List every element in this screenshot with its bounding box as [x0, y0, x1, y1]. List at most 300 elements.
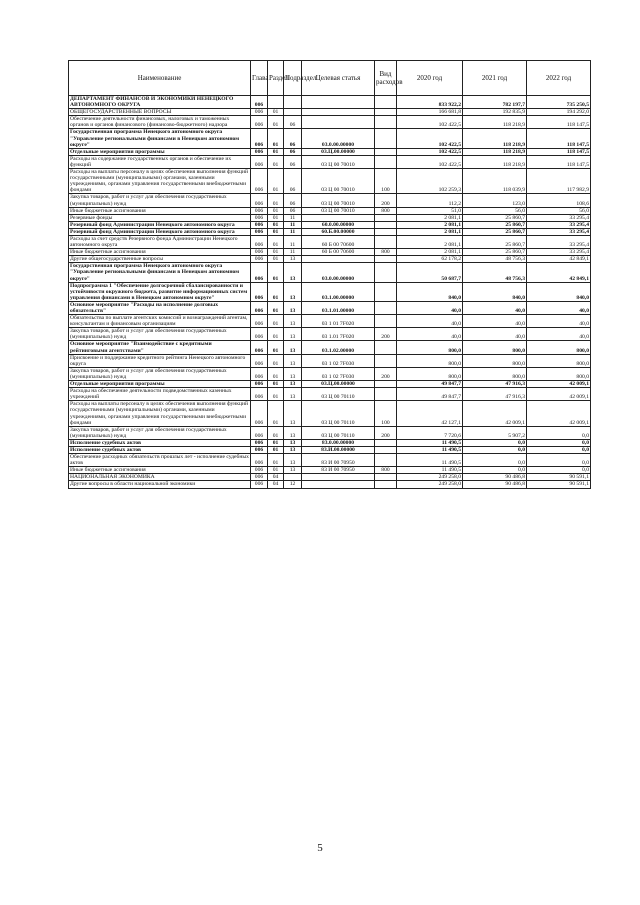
cell-2022: 33 295,4 [527, 235, 591, 248]
cell-razdel: 01 [268, 148, 284, 155]
cell-2021: 0,0 [463, 439, 527, 446]
table-row [69, 439, 591, 446]
cell-name: Резервные фонды [69, 214, 251, 221]
table-row [69, 341, 591, 354]
table-row [69, 169, 591, 194]
cell-glav: 006 [251, 446, 268, 453]
cell-glav: 006 [251, 315, 268, 328]
cell-name: Другие общегосударственные вопросы [69, 256, 251, 263]
cell-vid: 200 [375, 426, 397, 439]
cell-2022: 0,0 [527, 454, 591, 467]
cell-2021: 56,0 [463, 207, 527, 214]
table-row [69, 221, 591, 228]
cell-2021: 47 916,3 [463, 381, 527, 388]
cell-2022: 40,0 [527, 315, 591, 328]
cell-vid [375, 256, 397, 263]
cell-vid [375, 446, 397, 453]
cell-2021: 0,0 [463, 446, 527, 453]
cell-name: Обязательства по выплате агентских комиссий и вознаграждений агентам, консультантам и финансовым организациям [69, 315, 251, 328]
cell-vid: 200 [375, 367, 397, 380]
cell-vid [375, 221, 397, 228]
cell-2021: 800,0 [463, 354, 527, 367]
cell-2020: 2 081,1 [397, 228, 463, 235]
cell-2021: 0,0 [463, 454, 527, 467]
cell-2021: 42 009,1 [463, 401, 527, 426]
table-row [69, 228, 591, 235]
cell-2022: 0,0 [527, 426, 591, 439]
cell-razdel: 01 [268, 439, 284, 446]
cell-name: Основное мероприятие "Расходы на исполнение долговых обязательств" [69, 301, 251, 314]
page-number: 5 [317, 842, 323, 854]
cell-vid: 200 [375, 194, 397, 207]
cell-name: Резервный фонд Администрации Ненецкого автономного округа [69, 221, 251, 228]
cell-vid [375, 474, 397, 481]
cell-target: 83 И 00 70950 [302, 454, 375, 467]
cell-target: 03.Ц.00.00000 [302, 148, 375, 155]
cell-2022: 42 849,1 [527, 256, 591, 263]
cell-2021: 800,0 [463, 367, 527, 380]
cell-2021: 118 218,9 [463, 129, 527, 148]
cell-vid [375, 96, 397, 109]
cell-2022: 118 147,5 [527, 116, 591, 129]
cell-vid: 200 [375, 328, 397, 341]
table-row [69, 256, 591, 263]
cell-podrazdel: 13 [284, 263, 302, 282]
cell-glav: 006 [251, 155, 268, 168]
cell-2021: 782 197,7 [463, 96, 527, 109]
cell-2020: 249 258,0 [397, 481, 463, 488]
cell-target: 60.0.00.00000 [302, 221, 375, 228]
cell-glav: 006 [251, 341, 268, 354]
col-header-vid: Вид расходов [375, 61, 397, 96]
table-row [69, 116, 591, 129]
cell-glav: 006 [251, 221, 268, 228]
cell-podrazdel: 13 [284, 256, 302, 263]
cell-razdel: 01 [268, 129, 284, 148]
cell-target [302, 214, 375, 221]
col-header-name: Наименование [69, 61, 251, 96]
cell-2022: 118 147,5 [527, 155, 591, 168]
cell-podrazdel: 11 [284, 249, 302, 256]
cell-vid [375, 341, 397, 354]
table-row [69, 381, 591, 388]
table-row [69, 315, 591, 328]
cell-podrazdel: 12 [284, 481, 302, 488]
cell-2022: 0,0 [527, 467, 591, 474]
table-row [69, 282, 591, 301]
cell-vid [375, 116, 397, 129]
cell-podrazdel: 06 [284, 207, 302, 214]
cell-name: ОБЩЕГОСУДАРСТВЕННЫЕ ВОПРОСЫ [69, 109, 251, 116]
cell-target [302, 256, 375, 263]
cell-glav: 006 [251, 354, 268, 367]
cell-2021: 192 835,9 [463, 109, 527, 116]
cell-glav: 006 [251, 467, 268, 474]
table-row [69, 194, 591, 207]
cell-name: Другие вопросы в области национальной экономики [69, 481, 251, 488]
cell-2022: 118 147,5 [527, 148, 591, 155]
cell-razdel: 01 [268, 249, 284, 256]
cell-target: 03 Ц 00 70010 [302, 207, 375, 214]
cell-2021: 48 756,3 [463, 256, 527, 263]
cell-glav: 006 [251, 129, 268, 148]
cell-2021: 118 039,9 [463, 169, 527, 194]
cell-podrazdel: 13 [284, 401, 302, 426]
cell-razdel: 01 [268, 214, 284, 221]
cell-vid: 100 [375, 401, 397, 426]
table-row [69, 454, 591, 467]
table-row [69, 426, 591, 439]
cell-2022: 42 849,1 [527, 263, 591, 282]
cell-glav: 006 [251, 388, 268, 401]
cell-target: 03 1.01 7F020 [302, 328, 375, 341]
cell-2022: 90 591,1 [527, 474, 591, 481]
cell-razdel: 01 [268, 207, 284, 214]
cell-podrazdel: 13 [284, 354, 302, 367]
table-row [69, 328, 591, 341]
cell-2020: 40,0 [397, 328, 463, 341]
cell-target [302, 481, 375, 488]
cell-name: Закупка товаров, работ и услуг для обеспечения государственных (муниципальных) нужд [69, 194, 251, 207]
cell-2020: 62 178,2 [397, 256, 463, 263]
cell-podrazdel: 06 [284, 116, 302, 129]
cell-vid [375, 282, 397, 301]
cell-name: Исполнение судебных актов [69, 439, 251, 446]
cell-target: 03.0.00.00000 [302, 129, 375, 148]
cell-2022: 33 295,4 [527, 228, 591, 235]
table-row [69, 235, 591, 248]
cell-vid [375, 301, 397, 314]
cell-2021: 25 860,7 [463, 228, 527, 235]
cell-podrazdel: 11 [284, 235, 302, 248]
cell-2022: 194 292,0 [527, 109, 591, 116]
cell-glav: 006 [251, 367, 268, 380]
table-row [69, 129, 591, 148]
cell-name: Расходы на выплаты персоналу в целях обеспечения выполнения функций государственными (муниципальными) органами, казенными учреждениями, органами управления государственными внебюджетными фондами [69, 401, 251, 426]
cell-2020: 2 081,1 [397, 214, 463, 221]
cell-2021: 25 860,7 [463, 214, 527, 221]
cell-vid [375, 228, 397, 235]
cell-2022: 33 295,4 [527, 221, 591, 228]
cell-target: 60 Б 00 70600 [302, 235, 375, 248]
cell-2020: 49 847,7 [397, 388, 463, 401]
cell-2020: 7 720,6 [397, 426, 463, 439]
cell-2022: 117 982,9 [527, 169, 591, 194]
cell-2022: 42 009,1 [527, 381, 591, 388]
cell-target: 03 Ц 00 70010 [302, 155, 375, 168]
cell-podrazdel: 06 [284, 194, 302, 207]
cell-glav: 006 [251, 328, 268, 341]
budget-table-sheet [68, 60, 590, 489]
cell-2020: 112,2 [397, 194, 463, 207]
cell-2022: 0,0 [527, 446, 591, 453]
cell-vid [375, 381, 397, 388]
cell-razdel: 01 [268, 381, 284, 388]
cell-target: 03.0.00.00000 [302, 263, 375, 282]
table-row [69, 467, 591, 474]
cell-2021: 90 486,8 [463, 474, 527, 481]
cell-2022: 33 295,4 [527, 214, 591, 221]
cell-2020: 840,0 [397, 282, 463, 301]
cell-razdel: 01 [268, 446, 284, 453]
cell-vid [375, 155, 397, 168]
table-row [69, 214, 591, 221]
col-header-razdel: Раздел [268, 61, 284, 96]
col-header-podrazdel: Подраздел [284, 61, 302, 96]
table-row [69, 155, 591, 168]
cell-podrazdel: 13 [284, 446, 302, 453]
cell-razdel: 01 [268, 194, 284, 207]
table-row [69, 367, 591, 380]
cell-2020: 800,0 [397, 367, 463, 380]
cell-podrazdel: 13 [284, 426, 302, 439]
cell-glav: 006 [251, 282, 268, 301]
cell-podrazdel [284, 474, 302, 481]
cell-target: 03 Ц 00 70110 [302, 388, 375, 401]
cell-2022: 800,0 [527, 341, 591, 354]
cell-2020: 51,0 [397, 207, 463, 214]
cell-target [302, 96, 375, 109]
cell-glav: 006 [251, 235, 268, 248]
cell-glav: 006 [251, 481, 268, 488]
cell-2020: 11 490,5 [397, 446, 463, 453]
cell-2022: 108,6 [527, 194, 591, 207]
cell-name: Иные бюджетные ассигнования [69, 249, 251, 256]
cell-2021: 118 218,9 [463, 116, 527, 129]
col-header-2021: 2021 год [463, 61, 527, 96]
cell-vid: 800 [375, 207, 397, 214]
cell-podrazdel: 13 [284, 454, 302, 467]
cell-podrazdel: 06 [284, 148, 302, 155]
cell-razdel: 01 [268, 315, 284, 328]
budget-table [68, 60, 591, 489]
cell-razdel: 01 [268, 367, 284, 380]
cell-name: Закупка товаров, работ и услуг для обеспечения государственных (муниципальных) нужд [69, 328, 251, 341]
cell-2022: 90 591,1 [527, 481, 591, 488]
cell-glav: 006 [251, 263, 268, 282]
table-row [69, 249, 591, 256]
cell-podrazdel: 13 [284, 439, 302, 446]
cell-2022: 42 009,1 [527, 401, 591, 426]
col-header-target: Целевая статья [302, 61, 375, 96]
cell-target: 03 1 01 7F020 [302, 315, 375, 328]
table-row [69, 446, 591, 453]
cell-2020: 102 422,5 [397, 129, 463, 148]
cell-glav: 006 [251, 228, 268, 235]
table-row [69, 263, 591, 282]
cell-glav: 006 [251, 214, 268, 221]
cell-glav: 006 [251, 256, 268, 263]
cell-name: Присвоение и поддержание кредитного рейтинга Ненецкого автономного округа [69, 354, 251, 367]
cell-podrazdel: 13 [284, 367, 302, 380]
cell-2020: 166 681,8 [397, 109, 463, 116]
cell-2021: 40,0 [463, 328, 527, 341]
cell-podrazdel: 13 [284, 328, 302, 341]
cell-razdel: 04 [268, 474, 284, 481]
cell-2022: 735 250,5 [527, 96, 591, 109]
cell-name: Обеспечение расходных обязательств прошлых лет - исполнение судебных актов [70, 454, 249, 467]
cell-razdel: 01 [268, 116, 284, 129]
table-header-row [69, 61, 591, 96]
cell-target: 83 И 00 70950 [302, 467, 375, 474]
col-header-glav: Глава [251, 61, 268, 96]
table-row [69, 301, 591, 314]
cell-razdel [268, 96, 284, 109]
cell-podrazdel: 13 [284, 381, 302, 388]
cell-razdel: 01 [268, 301, 284, 314]
cell-2020: 11 490,5 [397, 467, 463, 474]
cell-target [302, 109, 375, 116]
cell-2022: 840,0 [527, 282, 591, 301]
cell-2020: 800,0 [397, 354, 463, 367]
cell-target [302, 474, 375, 481]
cell-vid [375, 315, 397, 328]
cell-target: 83.И.00.00000 [302, 446, 375, 453]
cell-2021: 25 860,7 [463, 221, 527, 228]
cell-target: 03 1 02 7F030 [302, 367, 375, 380]
cell-podrazdel: 13 [284, 341, 302, 354]
table-row [69, 354, 591, 367]
cell-glav: 006 [251, 194, 268, 207]
cell-glav: 006 [251, 381, 268, 388]
cell-2020: 49 847,7 [397, 381, 463, 388]
cell-razdel: 01 [268, 109, 284, 116]
cell-name: Обеспечение деятельности финансовых, налоговых и таможенных органов и органов финансового (финансово-бюджетного) надзора [69, 116, 251, 129]
cell-vid [375, 439, 397, 446]
cell-glav: 006 [251, 426, 268, 439]
cell-2021: 0,0 [463, 467, 527, 474]
cell-name: Подпрограмма 1 "Обеспечение долгосрочной сбалансированности и устойчивости окружного бюджета, развитие информационных систем управления финансами в Ненецком автономном округе" [69, 282, 251, 301]
cell-podrazdel [284, 109, 302, 116]
cell-2022: 33 295,4 [527, 249, 591, 256]
cell-target: 60 Б 00 70600 [302, 249, 375, 256]
cell-vid [375, 454, 397, 467]
cell-razdel: 01 [268, 169, 284, 194]
cell-vid [375, 129, 397, 148]
cell-vid [375, 263, 397, 282]
cell-vid: 800 [375, 467, 397, 474]
cell-2022: 42 009,1 [527, 388, 591, 401]
cell-glav: 006 [251, 439, 268, 446]
cell-razdel: 01 [268, 155, 284, 168]
cell-razdel: 01 [268, 401, 284, 426]
cell-target: 03.Ц.00.00000 [302, 381, 375, 388]
cell-2020: 40,0 [397, 315, 463, 328]
cell-razdel: 01 [268, 467, 284, 474]
cell-name: Исполнение судебных актов [69, 446, 251, 453]
cell-2021: 123,0 [463, 194, 527, 207]
cell-name: Расходы на обеспечение деятельности подведомственных казенных учреждений [69, 388, 251, 401]
cell-name: Иные бюджетные ассигнования [69, 207, 251, 214]
cell-vid [375, 235, 397, 248]
cell-target: 83.0.00.00000 [302, 439, 375, 446]
cell-vid [375, 214, 397, 221]
table-row [69, 474, 591, 481]
cell-podrazdel: 06 [284, 169, 302, 194]
cell-2020: 11 490,5 [397, 454, 463, 467]
cell-name: Основное мероприятие "Взаимодействие с кредитными рейтинговыми агентствами" [69, 341, 251, 354]
cell-target: 03 Ц 00 70110 [302, 426, 375, 439]
cell-razdel: 01 [268, 228, 284, 235]
cell-2021: 47 916,3 [463, 388, 527, 401]
cell-podrazdel: 11 [284, 228, 302, 235]
cell-2020: 102 422,5 [397, 155, 463, 168]
cell-2021: 40,0 [463, 301, 527, 314]
cell-razdel: 01 [268, 454, 284, 467]
cell-target: 03 Ц 00 70010 [302, 169, 375, 194]
cell-podrazdel: 06 [284, 129, 302, 148]
cell-2021: 800,0 [463, 341, 527, 354]
table-row [69, 148, 591, 155]
cell-name: Закупка товаров, работ и услуг для обеспечения государственных (муниципальных) нужд [69, 367, 251, 380]
cell-2020: 2 081,1 [397, 249, 463, 256]
cell-2020: 833 922,2 [397, 96, 463, 109]
cell-2021: 25 860,7 [463, 235, 527, 248]
table-row [69, 481, 591, 488]
col-header-2020: 2020 год [397, 61, 463, 96]
cell-glav: 006 [251, 249, 268, 256]
cell-target [302, 116, 375, 129]
cell-razdel: 01 [268, 282, 284, 301]
cell-name: Иные бюджетные ассигнования [69, 467, 251, 474]
cell-target: 03 Ц 00 70110 [302, 401, 375, 426]
cell-2021: 5 907,2 [463, 426, 527, 439]
cell-2020: 2 081,1 [397, 235, 463, 248]
cell-podrazdel: 11 [284, 221, 302, 228]
cell-name: ДЕПАРТАМЕНТ ФИНАНСОВ И ЭКОНОМИКИ НЕНЕЦКОГО АВТОНОМНОГО ОКРУГА [69, 96, 251, 109]
cell-2022: 800,0 [527, 354, 591, 367]
cell-name: Резервный фонд Администрации Ненецкого автономного округа [69, 228, 251, 235]
cell-2021: 40,0 [463, 315, 527, 328]
cell-podrazdel: 13 [284, 467, 302, 474]
cell-2020: 2 081,1 [397, 221, 463, 228]
cell-name: Государственная программа Ненецкого автономного округа "Управление региональными финансами в Ненецком автономном округе" [69, 263, 251, 282]
cell-2020: 50 687,7 [397, 263, 463, 282]
cell-name: Отдельные мероприятия программы [69, 148, 251, 155]
cell-2021: 118 218,9 [463, 155, 527, 168]
cell-glav: 006 [251, 454, 268, 467]
cell-podrazdel: 06 [284, 155, 302, 168]
cell-vid: 100 [375, 169, 397, 194]
cell-target: 03.1.01.00000 [302, 301, 375, 314]
cell-2020: 42 127,1 [397, 401, 463, 426]
cell-name: Расходы за счет средств Резервного фонда Администрации Ненецкого автономного округа [69, 235, 251, 248]
cell-razdel: 01 [268, 256, 284, 263]
cell-vid [375, 109, 397, 116]
cell-razdel: 01 [268, 426, 284, 439]
table-body [69, 96, 591, 489]
cell-razdel: 01 [268, 328, 284, 341]
cell-podrazdel: 13 [284, 315, 302, 328]
cell-vid [375, 481, 397, 488]
cell-name: Отдельные мероприятия программы [69, 381, 251, 388]
cell-target: 03 1 02 7F030 [302, 354, 375, 367]
col-header-2022: 2022 год [527, 61, 591, 96]
cell-target: 03.1.02.00000 [302, 341, 375, 354]
cell-target: 03 Ц 00 70010 [302, 194, 375, 207]
cell-glav: 006 [251, 109, 268, 116]
cell-glav: 006 [251, 169, 268, 194]
cell-glav: 006 [251, 301, 268, 314]
cell-razdel: 01 [268, 341, 284, 354]
table-row [69, 401, 591, 426]
cell-vid: 800 [375, 249, 397, 256]
cell-podrazdel [284, 96, 302, 109]
cell-razdel: 01 [268, 388, 284, 401]
cell-target: 60.Б.00.00000 [302, 228, 375, 235]
cell-2022: 40,0 [527, 328, 591, 341]
cell-glav: 006 [251, 116, 268, 129]
